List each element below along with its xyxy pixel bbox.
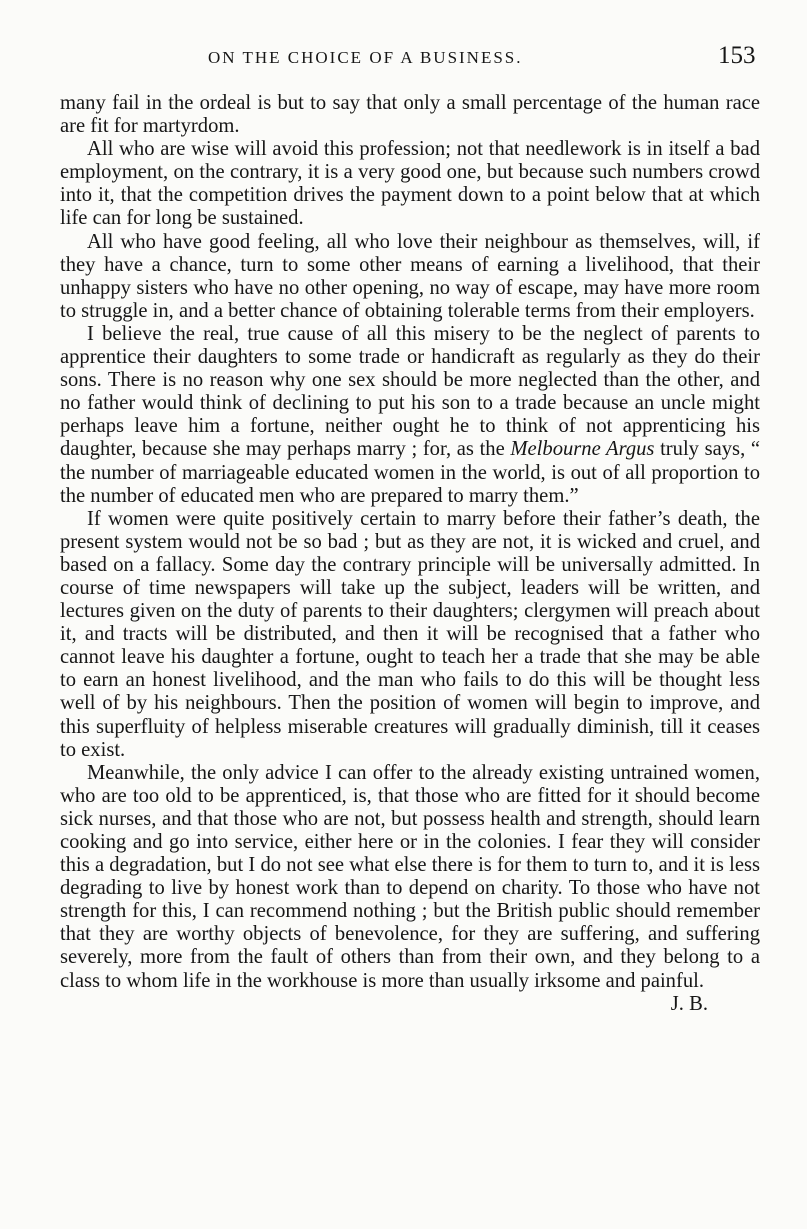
paragraph-6: [60, 761, 760, 1015]
paragraph-6-text: Meanwhile, the only advice I can offer to the already existing untrained women, who are too old to be apprenticed, is, that those who are fitted for it should become sick nurses, and that those who are not, but possess health and strength, should learn cooking and go into service, either here or in the colonies. I fear they will consider this a degradation, but I do not see what else there is for them to turn to, and it is less degrading to live by honest work than to depend on charity. To those who have not strength for this, I can recommend nothing ; but the British public should remember that they are worthy objects of benevolence, for they are suffering, and suffering severely, more from the fault of others than from their own, and they belong to a class to whom life in the workhouse is more than usually irksome and painful.: [60, 761, 760, 992]
paragraph-2: All who are wise will avoid this profession; not that needlework is in itself a bad employment, on the contrary, it is a very good one, but because such numbers crowd into it, that the competition drives the payment down to a point below that at which life can for long be sustained.: [60, 138, 760, 230]
article-body: [60, 92, 760, 1016]
author-signature: J. B.: [670, 992, 708, 1015]
paragraph-5: If women were quite positively certain to marry before their father’s death, the present system would not be so bad ; but as they are not, it is wicked and cruel, and based on a fallacy. Some day the contrary principle will be universally admitted. In course of time newspapers will take up the subject, leaders will be written, and lectures given on the duty of parents to their daughters; clergymen will preach about it, and tracts will be distributed, and then it will be recognised that a father who cannot leave his daughter a fortune, ought to teach her a trade that she may be able to earn an honest livelihood, and the man who fails to do this will be thought less well of by his neighbours. Then the position of women will begin to improve, and this superfluity of helpless miserable creatures will gradually diminish, till it ceases to exist.: [60, 507, 760, 761]
page-header: [0, 40, 807, 80]
paragraph-4-text-b: truly says, “ the number of marriageable educated women in the world, is out of all proportion to the number of educated men who are prepared to marry them.”: [60, 438, 760, 507]
page-number: 153: [718, 42, 756, 69]
paragraph-4-text-a: I believe the real, true cause of all this misery to be the neglect of parents to apprentice their daughters to some trade or handicraft as regularly as they do their sons. There is no reason why one sex should be more neglected than the other, and no father would think of declining to put his son to a trade because an uncle might perhaps leave him a fortune, neither ought he to think of not apprenticing his daughter, because she may perhaps marry ; for, as the: [60, 322, 760, 461]
paragraph-1: many fail in the ordeal is but to say that only a small percentage of the human race are fit for martyrdom.: [60, 92, 760, 138]
paragraph-3: All who have good feeling, all who love their neighbour as themselves, will, if they have a chance, turn to some other means of earning a livelihood, that their unhappy sisters who have no other opening, no way of escape, may have more room to struggle in, and a better chance of obtaining tolerable terms from their employers.: [60, 230, 760, 322]
paragraph-4: [60, 323, 760, 508]
running-title: ON THE CHOICE OF A BUSINESS.: [208, 48, 523, 67]
newspaper-title: Melbourne Argus: [510, 438, 655, 461]
